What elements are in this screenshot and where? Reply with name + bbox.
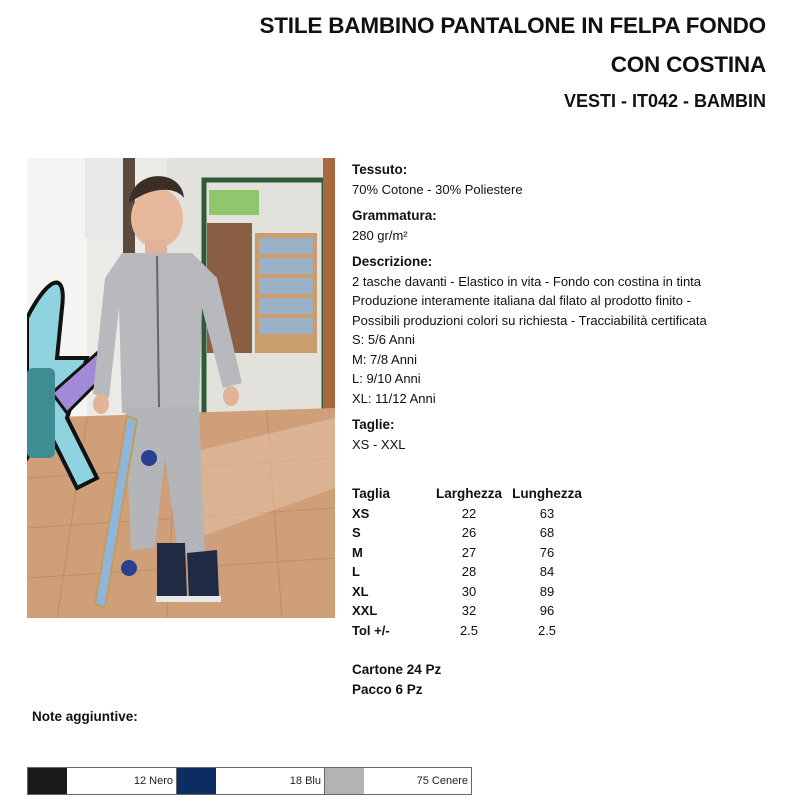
packing-info: [352, 660, 441, 699]
sizes-value: XS - XXL: [352, 436, 406, 452]
header-lunghezza: Lunghezza: [512, 486, 582, 501]
description-line: Possibili produzioni colori su richiesta - Tracciabilità certificata: [352, 312, 707, 328]
header-larghezza: Larghezza: [435, 486, 503, 501]
sizes-spec: [352, 415, 772, 454]
fabric-spec: [352, 160, 772, 199]
color-swatches: [27, 767, 472, 795]
product-specs: [352, 160, 772, 461]
length-cell: 84: [539, 564, 555, 579]
weight-spec: [352, 206, 772, 245]
size-cell: XL: [352, 583, 369, 599]
weight-value: 280 gr/m²: [352, 227, 408, 243]
color-label: 12 Nero: [67, 768, 176, 794]
product-title-block: [259, 6, 766, 112]
color-swatch-nero: [28, 768, 176, 794]
length-cell: 89: [539, 583, 555, 599]
product-title-line-1: STILE BAMBINO PANTALONE IN FELPA FONDO: [259, 13, 766, 38]
description-line: M: 7/8 Anni: [352, 351, 418, 367]
description-line: 2 tasche davanti - Elastico in vita - Fondo con costina in tinta: [352, 273, 702, 289]
width-cell: 32: [461, 603, 477, 618]
size-cell: XS: [352, 505, 370, 521]
product-photo: [27, 158, 335, 618]
width-cell: 2.5: [459, 622, 479, 638]
product-code: VESTI - IT042 - BAMBIN: [563, 91, 766, 111]
size-table-header: [352, 484, 586, 504]
product-photo-illustration: [27, 158, 335, 618]
table-row: [352, 523, 586, 543]
fabric-label: Tessuto:: [352, 162, 408, 177]
color-label: 75 Cenere: [364, 768, 471, 794]
description-line: L: 9/10 Anni: [352, 371, 421, 386]
description-line: S: 5/6 Anni: [352, 332, 415, 347]
width-cell: 26: [461, 525, 477, 540]
pack-quantity: Pacco 6 Pz: [352, 681, 423, 697]
length-cell: 96: [539, 603, 555, 618]
fabric-value: 70% Cotone - 30% Poliestere: [352, 181, 523, 197]
width-cell: 28: [461, 564, 477, 579]
product-title-line-2: CON COSTINA: [610, 52, 766, 77]
description-spec: [352, 252, 772, 408]
width-cell: 22: [461, 505, 477, 521]
color-chip: [28, 768, 67, 794]
width-cell: 30: [461, 583, 477, 599]
size-table: [352, 484, 586, 640]
table-row: [352, 582, 586, 602]
description-line: XL: 11/12 Anni: [352, 390, 436, 406]
color-chip: [325, 768, 364, 794]
table-row: [352, 543, 586, 563]
width-cell: 27: [461, 544, 477, 560]
length-cell: 68: [539, 525, 555, 540]
tolerance-cell: Tol +/-: [352, 622, 390, 638]
size-cell: M: [352, 544, 363, 560]
carton-quantity: Cartone 24 Pz: [352, 662, 442, 677]
size-cell: S: [352, 525, 361, 540]
length-cell: 63: [539, 505, 555, 521]
color-label: 18 Blu: [216, 768, 324, 794]
color-swatch-cenere: [324, 768, 471, 794]
additional-notes-label: Note aggiuntive:: [32, 709, 138, 724]
description-line: Produzione interamente italiana dal filato al prodotto finito -: [352, 293, 691, 308]
size-cell: L: [352, 564, 360, 579]
table-row: [352, 621, 586, 641]
table-row: [352, 504, 586, 524]
weight-label: Grammatura:: [352, 208, 437, 223]
length-cell: 2.5: [537, 622, 557, 638]
table-row: [352, 562, 586, 582]
size-cell: XXL: [352, 603, 378, 618]
description-label: Descrizione:: [352, 254, 433, 269]
color-swatch-blu: [176, 768, 324, 794]
length-cell: 76: [539, 544, 555, 560]
table-row: [352, 601, 586, 621]
sizes-label: Taglie:: [352, 417, 395, 432]
color-chip: [177, 768, 216, 794]
header-taglia: Taglia: [352, 486, 391, 501]
